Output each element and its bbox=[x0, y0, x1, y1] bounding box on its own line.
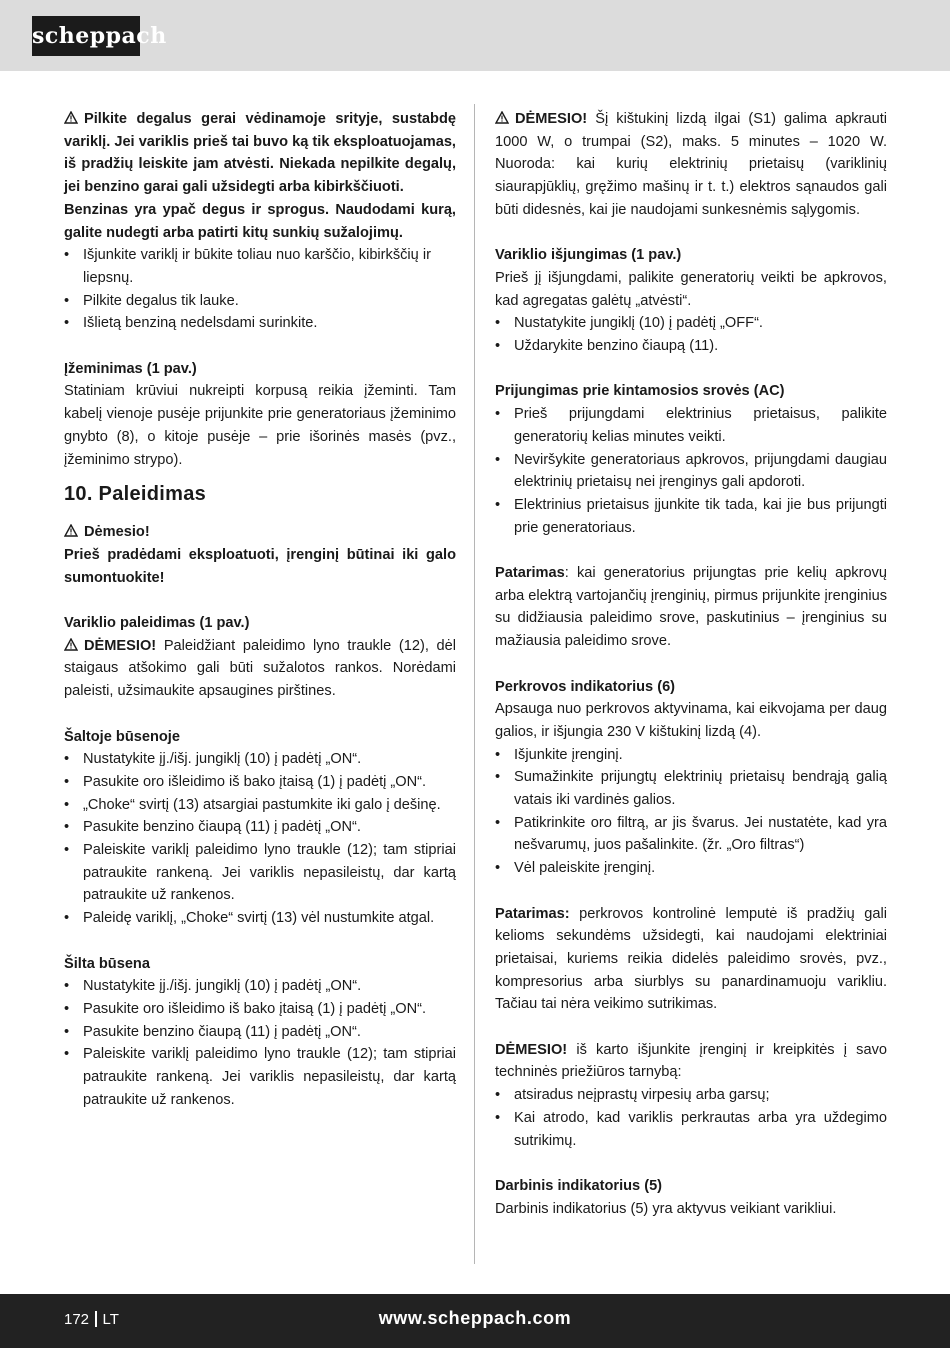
header-bar bbox=[0, 0, 950, 71]
footer-bar bbox=[0, 1294, 950, 1348]
start-warning-text: Paleidžiant paleidimo lyno traukle (12), dėl staigaus atšokimo gali būti sužalotos rankos. Norėdami paleisti, užsimaukite apsaugines pirštines. bbox=[64, 637, 456, 700]
attention-2-bullets bbox=[495, 1084, 887, 1152]
socket-warning-text: Šį kištukinį lizdą ilgai (S1) galima apkrauti 1000 W, o trumpai (S2), maks. 5 minutes – 1020 W. Nuoroda: kai kurių elektrinių prietaisų (variklinių siaurapjūklių, gręžimo mašinų ir t. t.) elektros sąnaudos gali būti didesnės, kai jie naudojami sunkesnėmis sąlygomis. bbox=[495, 111, 887, 218]
list-item: • Uždarykite benzino čiaupą (11). bbox=[495, 335, 887, 358]
stop-bullets bbox=[495, 312, 887, 357]
list-item: • Pasukite benzino čiaupą (11) į padėtį „ON“. bbox=[64, 816, 456, 839]
ac-heading: Prijungimas prie kintamosios srovės (AC) bbox=[495, 383, 785, 400]
overload-bullets bbox=[495, 744, 887, 880]
grounding-text: Statiniam krūviui nukreipti korpusą reikia įžeminti. Tam kabelį vienoje pusėje prijunkite prie generatoriaus įžeminimo gnybto (8), o kitoje pusėje – prie išorinės masės (pvz., įžeminimo strypo). bbox=[64, 383, 456, 468]
tip-2-label: Patarimas: bbox=[495, 905, 570, 922]
attention-2-text: iš karto išjunkite įrenginį ir kreipkitės į savo techninės priežiūros tarnybą: bbox=[495, 1041, 887, 1081]
list-item: • Išjunkite variklį ir būkite toliau nuo karščio, kibirkščių ir liepsnų. bbox=[64, 244, 456, 289]
list-item: • Nustatykite įj./išj. jungiklį (10) į padėtį „ON“. bbox=[64, 748, 456, 771]
overload-text: Apsauga nuo perkrovos aktyvinama, kai eikvojama per daug galios, ir išjungia 230 V kištukinį lizdą (4). bbox=[495, 701, 887, 740]
warm-heading: Šilta būsena bbox=[64, 955, 150, 972]
section-title: 10. Paleidimas bbox=[64, 483, 207, 506]
list-item: • Pilkite degalus tik lauke. bbox=[64, 290, 456, 313]
left-column bbox=[64, 108, 456, 1111]
start-warning-label: DĖMESIO! bbox=[84, 637, 157, 654]
fuel-warning-2: Benzinas yra ypač degus ir sprogus. Naudodami kurą, galite nudegti arba patirti kitų sunkių sužalojimų. bbox=[64, 201, 456, 241]
list-item: • Pasukite oro išleidimo iš bako įtaisą (1) į padėtį „ON“. bbox=[64, 998, 456, 1021]
grounding-heading: Įžeminimas (1 pav.) bbox=[64, 360, 197, 377]
fuel-warning-text: Pilkite degalus gerai vėdinamoje srityje, sustabdę variklį. Jei variklis prieš tai buvo ką tik eksploatuojamas, iš pradžių leiskite jam atvėsti. Niekada nepilkite degalų, jei benzino garai gali užsidegti arba kibirkščiuoti. bbox=[64, 111, 456, 196]
list-item: • Sumažinkite prijungtų elektrinių prietaisų bendrąją galią vatais iki vardinės galios. bbox=[495, 766, 887, 811]
ac-bullets bbox=[495, 403, 887, 539]
page-number-value: 172 bbox=[64, 1311, 90, 1328]
tip-2-text: perkrovos kontrolinė lemputė iš pradžių gali kelioms sekundėms užsidegti, kai naudojami elektriniai prietaisai, kuriems reikia didelės paleidimo srovės, pvz., kompresorius arba siurblys su panardinamuoju varikliu. Tačiau tai nėra veikimo sutrikimas. bbox=[495, 905, 887, 1013]
list-item: • Nustatykite įj./išj. jungiklį (10) į padėtį „ON“. bbox=[64, 975, 456, 998]
list-item: • Patikrinkite oro filtrą, ar jis švarus. Jei nustatėte, kad yra nešvarumų, juos pašalinkite. (žr. „Oro filtras“) bbox=[495, 812, 887, 857]
list-item: • Paleidę variklį, „Choke“ svirtį (13) vėl nustumkite atgal. bbox=[64, 907, 456, 930]
attention-2 bbox=[495, 1039, 887, 1084]
list-item: • Nustatykite jungiklį (10) į padėtį „OFF“. bbox=[495, 312, 887, 335]
stop-heading: Variklio išjungimas (1 pav.) bbox=[495, 247, 682, 264]
overload-heading: Perkrovos indikatorius (6) bbox=[495, 678, 676, 695]
list-item: • atsiradus neįprastų virpesių arba garsų; bbox=[495, 1084, 887, 1107]
start-heading: Variklio paleidimas (1 pav.) bbox=[64, 615, 250, 632]
start-warning bbox=[64, 635, 456, 703]
warning-icon bbox=[495, 111, 509, 124]
warning-icon bbox=[64, 524, 78, 537]
attention-label-text: Dėmesio! bbox=[84, 524, 150, 541]
list-item: • Pasukite oro išleidimo iš bako įtaisą (1) į padėtį „ON“. bbox=[64, 771, 456, 794]
language-code: LT bbox=[102, 1311, 119, 1328]
list-item: • Elektrinius prietaisus įjunkite tik tada, kai jie bus prijungti prie generatoriaus. bbox=[495, 494, 887, 539]
right-column bbox=[495, 108, 887, 1220]
list-item: • Paleiskite variklį paleidimo lyno traukle (12); tam stipriai patraukite rankeną. Jei variklis nepasileistų, dar kartą patraukite už rankenos. bbox=[64, 839, 456, 907]
tip-1-label: Patarimas bbox=[495, 565, 565, 582]
tip-1 bbox=[495, 562, 887, 653]
list-item: • Išlietą benziną nedelsdami surinkite. bbox=[64, 312, 456, 335]
warm-bullets bbox=[64, 975, 456, 1111]
cold-heading: Šaltoje būsenoje bbox=[64, 728, 180, 745]
list-item: • „Choke“ svirtį (13) atsargiai pastumkite iki galo į dešinę. bbox=[64, 794, 456, 817]
fuel-warning bbox=[64, 108, 456, 199]
list-item: • Pasukite benzino čiaupą (11) į padėtį „ON“. bbox=[64, 1021, 456, 1044]
attention-label bbox=[64, 521, 456, 544]
operating-text: Darbinis indikatorius (5) yra aktyvus veikiant varikliui. bbox=[495, 1200, 837, 1217]
tip-2 bbox=[495, 903, 887, 1017]
list-item: • Paleiskite variklį paleidimo lyno traukle (12); tam stipriai patraukite rankeną. Jei variklis nepasileistų, dar kartą patraukite už rankenos. bbox=[64, 1043, 456, 1111]
column-divider bbox=[474, 104, 475, 1264]
website-url[interactable]: www.scheppach.com bbox=[378, 1308, 572, 1328]
fuel-bullets bbox=[64, 244, 456, 335]
list-item: • Neviršykite generatoriaus apkrovos, prijungdami daugiau elektrinių prietaisų nei įrenginys gali apdoroti. bbox=[495, 449, 887, 494]
list-item: • Vėl paleiskite įrenginį. bbox=[495, 857, 887, 880]
list-item: • Prieš prijungdami elektrinius prietaisus, palikite generatorių kelias minutes veikti. bbox=[495, 403, 887, 448]
attention-2-label: DĖMESIO! bbox=[495, 1041, 568, 1058]
list-item: • Kai atrodo, kad variklis perkrautas arba yra uždegimo sutrikimų. bbox=[495, 1107, 887, 1152]
operating-heading: Darbinis indikatorius (5) bbox=[495, 1177, 663, 1194]
cold-bullets bbox=[64, 748, 456, 930]
socket-warning-label: DĖMESIO! bbox=[515, 111, 588, 127]
stop-text: Prieš jį išjungdami, palikite generatorių veikti be apkrovos, kad agregatas galėtų „atvėsti“. bbox=[495, 269, 887, 309]
attention-text: Prieš pradėdami eksploatuoti, įrenginį būtinai iki galo sumontuokite! bbox=[64, 546, 456, 586]
socket-warning bbox=[495, 108, 887, 222]
brand-logo: scheppach bbox=[32, 16, 140, 56]
warning-icon bbox=[64, 638, 78, 651]
warning-icon bbox=[64, 111, 78, 124]
tip-1-text: : kai generatorius prijungtas prie kelių apkrovų arba elektrą vartojančių įrenginių, pirmus prijunkite įrenginius su didžiausia paleidimo srove, paskutinius – įrenginius su mažiausia paleidimo srove. bbox=[495, 565, 887, 650]
list-item: • Išjunkite įrenginį. bbox=[495, 744, 887, 767]
